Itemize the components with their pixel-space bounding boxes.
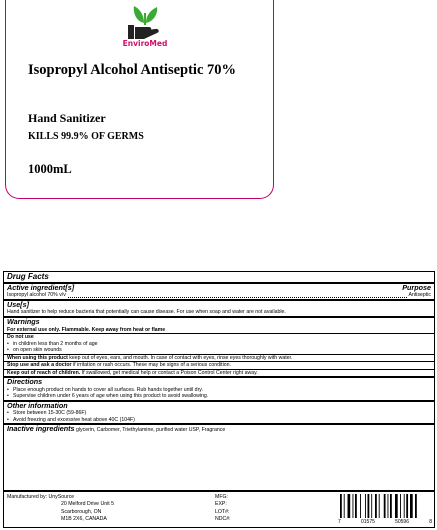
barcode-digit-group: 01575 [360,519,375,525]
front-label [5,0,274,199]
other-info-list [4,410,434,423]
hand-leaf-logo-icon [125,3,165,43]
uses-header: Use[s] [4,299,434,310]
keep-out-text: If swallowed, get medical help or contact a Poison Control Center right away. [80,369,258,376]
uses-text: Hand sanitizer to help reduce bacteria that potentially can cause disease. For use when soap and water are not available. [7,309,286,316]
do-not-use-list [4,341,434,354]
product-subtitle: Hand Sanitizer [28,111,106,125]
when-using-text: keep out of eyes, ears, and mouth. In case of contact with eyes, rinse eyes thoroughly with water. [67,354,293,361]
exp-field: EXP: [215,501,227,508]
manufacturer-info [7,494,114,523]
when-using-label: When using this product [7,354,68,361]
list-item: • on open skin wounds [7,347,431,354]
brand-name: EnviroMed [122,39,168,48]
product-claim: KILLS 99.9% OF GERMS [28,131,144,142]
active-ingredient-header: Active ingredient[s] [7,282,75,292]
label-footer [4,490,434,527]
do-not-use-header: Do not use [4,333,434,341]
warnings-header: Warnings [4,316,434,327]
barcode-digit-group: 50596 [395,519,409,525]
active-ingredient: Isopropyl alcohol 70% v/v [7,292,66,299]
stop-use-text: if irritation or rash occurs. These may be signs of a serious condition. [71,362,231,369]
drug-facts-title: Drug Facts [7,272,49,281]
inactive-ingredients-header: Inactive ingredients [7,424,75,434]
inactive-ingredients-text: glycerin, Carbomer, Triethylamine, purified water USP, Fragrance [75,427,226,434]
when-using-warning [4,354,434,362]
barcode-icon [340,494,428,518]
product-name: Isopropyl Alcohol Antiseptic 70% [28,62,236,78]
barcode-digit-group: 8 [429,519,432,525]
mfg-field: MFG: [215,494,228,500]
active-ingredient-header-row [4,282,434,293]
barcode-digits [338,519,432,525]
inactive-ingredients-row [4,423,434,434]
manufacturer-address-line: Scarborough, ON [61,508,102,515]
list-item: • in children less than 2 months of age [7,341,431,348]
manufacturer-address-line: 20 Melford Drive Unit 5 [61,501,115,508]
stop-use-label: Stop use and ask a doctor [7,362,72,369]
product-volume: 1000mL [28,162,72,176]
keep-out-label: Keep out of reach of children. [7,369,81,376]
directions-header: Directions [4,376,434,387]
lot-field: LOT#: [215,508,230,515]
purpose-header: Purpose [402,282,431,292]
list-item: • Supervise children under 6 years of age when using this product to avoid swallowing. [7,393,431,400]
manufacturer-label: Manufactured by: UnySource [7,494,75,500]
ndc-field: NDC#: [215,515,231,522]
keep-out-warning [4,369,434,377]
list-item: • Place enough product on hands to cover all surfaces. Rub hands together until dry. [7,387,431,394]
list-item: • Avoid freezing and excessive heat above 40C (104F) [7,417,431,424]
drug-facts-panel [3,271,435,528]
purpose-value: Antiseptic [408,292,431,299]
other-info-header: Other information [4,400,434,411]
manufacturer-address-line: M1B 2X6, CANADA [61,515,107,522]
directions-list [4,387,434,400]
external-use-warning: For external use only. Flammable. Keep away from heat or flame [7,326,166,333]
dot-leader [68,297,407,298]
stop-use-warning [4,361,434,369]
barcode-digit-group: 7 [338,519,341,525]
lot-fields [215,494,231,523]
list-item: • Store between 15-30C (59-86F) [7,410,431,417]
